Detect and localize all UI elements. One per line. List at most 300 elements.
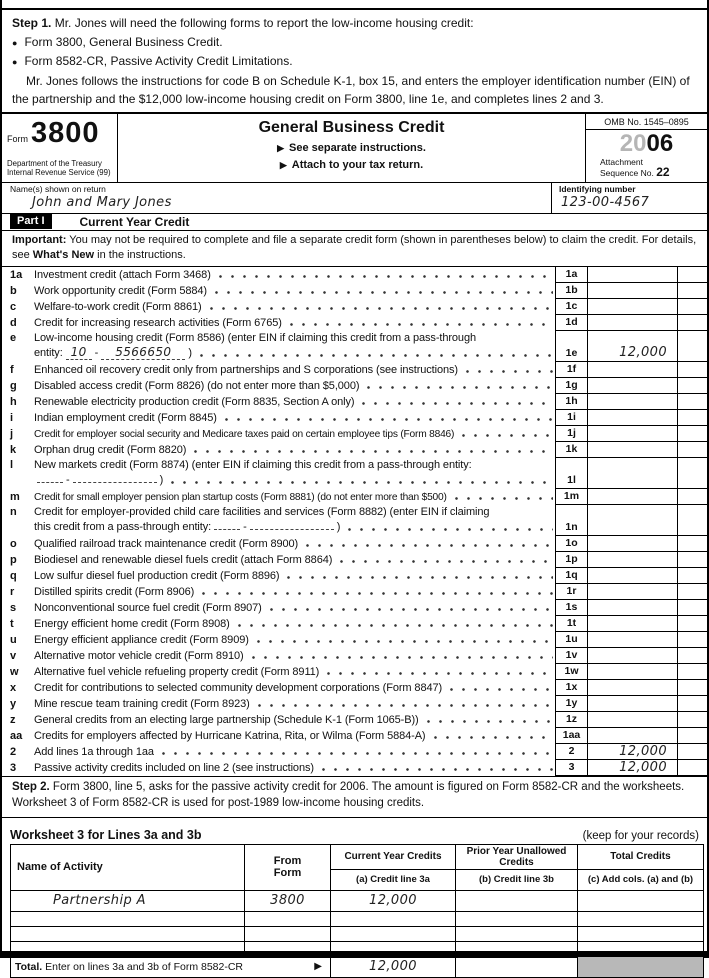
line-number-box: 1h (555, 394, 587, 410)
line-text: Mine rescue team training credit (Form 8923) (34, 697, 250, 710)
part1-title: Current Year Credit (79, 214, 190, 229)
cents-cell[interactable] (677, 648, 707, 664)
total-credit-cell[interactable] (578, 926, 704, 941)
form-header (2, 114, 707, 183)
line-text: New markets credit (Form 8874) (enter EIN if claiming this credit from a pass-through entity: (34, 458, 472, 471)
amount-cell[interactable] (587, 426, 677, 442)
tax-year: 2006 (619, 129, 674, 157)
form-line (2, 680, 707, 696)
credit-3b-cell[interactable] (456, 911, 578, 926)
line-number-box: 1c (555, 299, 587, 315)
cents-cell[interactable] (677, 426, 707, 442)
line-letter: n (10, 505, 17, 518)
line-text: Credit for increasing research activities (Form 6765) (34, 316, 282, 329)
line-text: Energy efficient home credit (Form 8908) (34, 617, 230, 630)
line-text: Passive activity credits included on line 2 (see instructions) (34, 761, 314, 774)
cents-cell[interactable] (677, 442, 707, 458)
total-credit-cell[interactable] (578, 941, 704, 956)
keep-for-records-note: (keep for your records) (582, 829, 699, 842)
cents-cell[interactable] (677, 362, 707, 378)
amount-cell[interactable] (587, 378, 677, 394)
line-description (2, 696, 555, 712)
dot-leader (225, 418, 553, 422)
form-line (2, 728, 707, 744)
line-text: Alternative fuel vehicle refueling property credit (Form 8911) (34, 665, 320, 678)
bullet-item: ● Form 3800, General Business Credit. (12, 34, 223, 49)
cents-cell[interactable] (677, 331, 707, 362)
form-line (2, 489, 707, 505)
cents-cell[interactable] (677, 394, 707, 410)
line-description (2, 362, 555, 378)
form-line (2, 283, 707, 299)
col-subheader-a: (a) Credit line 3a (331, 869, 456, 890)
arrow-icon: ▶ (277, 142, 284, 153)
name-field[interactable]: John and Mary Jones (32, 194, 172, 210)
amount-cell[interactable] (587, 616, 677, 632)
cents-cell[interactable] (677, 728, 707, 744)
form-line (2, 744, 707, 760)
dot-leader (367, 386, 553, 390)
activity-cell[interactable] (11, 911, 245, 926)
cents-cell[interactable] (677, 458, 707, 489)
from-form-cell[interactable] (245, 926, 331, 941)
cents-cell[interactable] (677, 505, 707, 536)
line-text: Investment credit (attach Form 3468) (34, 268, 211, 281)
cents-cell[interactable] (677, 744, 707, 760)
amount-cell[interactable] (587, 696, 677, 712)
form-line (2, 632, 707, 648)
line-number-box: 3 (555, 760, 587, 776)
line-number-box: 1k (555, 442, 587, 458)
total-credit-3a-cell[interactable]: 12,000 (331, 956, 456, 977)
line-description (2, 426, 555, 442)
line-text: Credits for employers affected by Hurricane Katrina, Rita, or Wilma (Form 5884-A) (34, 729, 426, 742)
ein-prefix-field[interactable] (214, 529, 240, 530)
dot-leader (290, 323, 553, 327)
form-line (2, 760, 707, 776)
activity-cell[interactable] (11, 941, 245, 956)
ein-dash: - (94, 347, 99, 359)
line-description (2, 315, 555, 331)
amount-cell[interactable] (587, 536, 677, 552)
see-instructions-line: ▶ See separate instructions. (277, 141, 426, 154)
dot-leader (322, 768, 553, 772)
cents-cell[interactable] (677, 760, 707, 776)
amount-cell[interactable] (587, 489, 677, 505)
line-text-2: entity: (34, 347, 63, 359)
line-number-box: 1w (555, 664, 587, 680)
worksheet-row (11, 911, 704, 926)
part1-header (2, 214, 707, 231)
form-title-block (118, 114, 585, 182)
amount-cell[interactable]: 12,000 (587, 331, 677, 362)
line-description (2, 267, 555, 283)
worksheet-title: Worksheet 3 for Lines 3a and 3b (10, 827, 202, 842)
identifying-number-field[interactable]: 123-00-4567 (561, 194, 650, 210)
line-text: Disabled access credit (Form 8826) (do not enter more than $5,000) (34, 379, 360, 392)
cents-cell[interactable] (677, 536, 707, 552)
form-line (2, 664, 707, 680)
worksheet-row (11, 926, 704, 941)
form-line (2, 536, 707, 552)
line-description: e Low-income housing credit (Form 8586) (enter EIN if claiming this credit from a pass-through entity: 10 - 5566650 ) (2, 331, 555, 362)
ein-number-field[interactable] (250, 529, 334, 530)
dot-leader (270, 608, 553, 612)
dot-leader (427, 720, 553, 724)
col-subheader-b: (b) Credit line 3b (456, 869, 578, 890)
form-line (2, 331, 707, 362)
form-id-block (2, 114, 118, 182)
amount-cell[interactable] (587, 394, 677, 410)
worksheet-total-row (11, 956, 704, 977)
cents-cell[interactable] (677, 584, 707, 600)
dot-leader (210, 307, 553, 311)
line-number-box: 1e (555, 331, 587, 362)
line-text: Renewable electricity production credit (Form 8835, Section A only) (34, 395, 355, 408)
step1-note (2, 10, 707, 114)
line-letter: w (10, 665, 19, 678)
cents-cell[interactable] (677, 410, 707, 426)
form-line (2, 458, 707, 489)
line-number-box: 1a (555, 267, 587, 283)
line-description (2, 299, 555, 315)
cents-cell[interactable] (677, 664, 707, 680)
form-number: 3800 (31, 116, 100, 149)
identifying-number-label: Identifying number (559, 183, 636, 194)
worksheet-row (11, 941, 704, 956)
line-description (2, 760, 555, 776)
total-credit-3b-cell[interactable] (456, 956, 578, 977)
amount-cell[interactable] (587, 315, 677, 331)
line-description (2, 680, 555, 696)
line-description (2, 394, 555, 410)
line-number-box: 1l (555, 458, 587, 489)
cents-cell[interactable] (677, 552, 707, 568)
dot-leader (194, 450, 553, 454)
cents-cell[interactable] (677, 712, 707, 728)
total-credit-cell[interactable] (578, 890, 704, 911)
step1-paragraph: Mr. Jones follows the instructions for code B on Schedule K-1, box 15, and enters the employer identification number (EIN) of the partnership and the $12,000 low-income housing credit on Form 3800, line 1e, and completes lines 2 and 3. (12, 73, 690, 106)
form-line (2, 362, 707, 378)
line-text: Credit for contributions to selected community development corporations (Form 8847) (34, 681, 443, 694)
line-number-box: 1z (555, 712, 587, 728)
line-number-box: 1f (555, 362, 587, 378)
attach-line: ▶ Attach to your tax return. (279, 158, 424, 171)
agency-line: Department of the Treasury Internal Revenue Service (99) (7, 158, 111, 177)
credit-3a-cell[interactable] (331, 911, 456, 926)
line-text: Alternative motor vehicle credit (Form 8910) (34, 649, 244, 662)
line-description (2, 712, 555, 728)
line-letter: z (10, 713, 16, 726)
line-text: Add lines 1a through 1aa (34, 745, 154, 758)
cents-cell[interactable] (677, 267, 707, 283)
dot-leader (462, 434, 553, 438)
from-form-cell[interactable]: 3800 (245, 890, 331, 911)
activity-cell[interactable] (11, 926, 245, 941)
line-number-box: 1j (555, 426, 587, 442)
line-letter: i (10, 411, 14, 424)
line-letter: 2 (10, 745, 17, 758)
line-description (2, 664, 555, 680)
line-number-box: 1i (555, 410, 587, 426)
ein-number-field[interactable]: 5566650 (101, 346, 185, 360)
ein-prefix-field[interactable] (37, 482, 63, 483)
cents-cell[interactable] (677, 283, 707, 299)
amount-cell[interactable] (587, 442, 677, 458)
line-description (2, 283, 555, 299)
line-text: Distilled spirits credit (Form 8906) (34, 585, 195, 598)
ein-dash: - (66, 474, 70, 486)
line-text: Credit for small employer pension plan startup costs (Form 8881) (do not enter more than $500) (34, 491, 447, 503)
form-line (2, 648, 707, 664)
cents-cell[interactable] (677, 568, 707, 584)
step1-line: Step 1. Mr. Jones will need the following forms to report the low-income housing credit: (12, 16, 474, 30)
line-description (2, 584, 555, 600)
dot-leader (200, 354, 553, 358)
line-letter: k (10, 443, 17, 456)
line-text: Orphan drug credit (Form 8820) (34, 443, 187, 456)
line-text: Energy efficient appliance credit (Form 8909) (34, 633, 249, 646)
amount-cell[interactable] (587, 712, 677, 728)
amount-cell[interactable] (587, 283, 677, 299)
form-line (2, 299, 707, 315)
activity-cell[interactable]: Partnership A (11, 890, 245, 911)
line-letter: d (10, 316, 17, 329)
step2-note: Step 2. Form 3800, line 5, asks for the passive activity credit for 2006. The amount is figured on Form 8582-CR and the worksheets. Worksheet 3 of Form 8582-CR is used for post-1989 low-income housing credits. (2, 776, 707, 818)
form-line (2, 410, 707, 426)
line-number-box: 1q (555, 568, 587, 584)
amount-cell[interactable]: 12,000 (587, 760, 677, 776)
line-letter: aa (10, 729, 23, 742)
amount-cell[interactable] (587, 410, 677, 426)
line-letter: g (10, 379, 17, 392)
line-text: Low sulfur diesel fuel production credit (Form 8896) (34, 569, 280, 582)
line-number-box: 1r (555, 584, 587, 600)
amount-cell[interactable] (587, 362, 677, 378)
line-description (2, 616, 555, 632)
important-note: Important: You may not be required to complete and file a separate credit form (shown in parentheses below) to claim the credit. For details, see What's New in the instructions. (2, 231, 707, 267)
line-number-box: 1t (555, 616, 587, 632)
attachment-sequence: Attachment Sequence No. 22 (600, 156, 670, 179)
form-line (2, 426, 707, 442)
from-form-cell[interactable] (245, 911, 331, 926)
line-number-box: 1m (555, 489, 587, 505)
line-letter: t (10, 617, 14, 630)
from-form-cell[interactable] (245, 941, 331, 956)
dot-leader (252, 656, 553, 660)
bullet-icon: ● (12, 57, 18, 67)
cents-cell[interactable] (677, 696, 707, 712)
dot-leader (287, 576, 553, 580)
line-letter: c (10, 300, 17, 313)
total-label-cell: ▶ Total. Enter on lines 3a and 3b of Form 8582-CR (11, 956, 331, 977)
dot-leader (171, 481, 553, 485)
form-line (2, 712, 707, 728)
col-header-prior-year: Prior Year Unallowed Credits (456, 844, 578, 869)
worksheet-row (11, 890, 704, 911)
line-letter: s (10, 601, 17, 614)
amount-cell[interactable] (587, 552, 677, 568)
arrow-icon: ▶ (314, 960, 322, 972)
line-number-box: 2 (555, 744, 587, 760)
cents-cell[interactable] (677, 378, 707, 394)
dot-leader (257, 640, 553, 644)
line-text: Enhanced oil recovery credit only from partnerships and S corporations (see instructions) (34, 363, 458, 376)
line-description: l New markets credit (Form 8874) (enter EIN if claiming this credit from a pass-through entity: - ) (2, 458, 555, 489)
line-text: Work opportunity credit (Form 5884) (34, 284, 207, 297)
line-number-box: 1u (555, 632, 587, 648)
line-letter: y (10, 697, 17, 710)
form-line (2, 315, 707, 331)
dot-leader (215, 291, 553, 295)
ein-prefix-field[interactable]: 10 (66, 346, 92, 360)
arrow-icon: ▶ (279, 159, 287, 170)
line-description (2, 648, 555, 664)
dot-leader (348, 528, 553, 532)
line-letter: e (10, 331, 17, 344)
credit-3b-cell[interactable] (456, 941, 578, 956)
line-text: Welfare-to-work credit (Form 8861) (34, 300, 202, 313)
line-number-box: 1o (555, 536, 587, 552)
dot-leader (162, 752, 553, 756)
line-letter: p (10, 553, 17, 566)
line-letter: m (10, 490, 20, 503)
line-letter: l (10, 458, 14, 471)
line-letter: b (10, 284, 17, 297)
line-number-box: 1v (555, 648, 587, 664)
line-text: Nonconventional source fuel credit (Form 8907) (34, 601, 262, 614)
amount-cell[interactable] (587, 299, 677, 315)
line-description (2, 744, 555, 760)
amount-cell[interactable] (587, 664, 677, 680)
cents-cell[interactable] (677, 680, 707, 696)
dot-leader (306, 544, 553, 548)
name-row (2, 183, 707, 214)
form-line (2, 394, 707, 410)
dot-leader (466, 370, 553, 374)
line-number-box: 1g (555, 378, 587, 394)
line-number-box: 1p (555, 552, 587, 568)
form-line (2, 616, 707, 632)
credit-3b-cell[interactable] (456, 890, 578, 911)
line-number-box: 1d (555, 315, 587, 331)
line-letter: h (10, 395, 17, 408)
line-description (2, 442, 555, 458)
col-header-from-form: From Form (245, 844, 331, 890)
cents-cell[interactable] (677, 616, 707, 632)
amount-cell[interactable] (587, 680, 677, 696)
dot-leader (219, 275, 553, 279)
amount-cell[interactable] (587, 648, 677, 664)
amount-cell[interactable]: 12,000 (587, 744, 677, 760)
form-line (2, 378, 707, 394)
line-description: n Credit for employer-provided child care facilities and services (Form 8882) (enter EIN if claiming this credit from a pass-through entity: - ) (2, 505, 555, 536)
cents-cell[interactable] (677, 489, 707, 505)
amount-cell[interactable] (587, 728, 677, 744)
col-header-current-year: Current Year Credits (331, 844, 456, 869)
line-text: Low-income housing credit (Form 8586) (enter EIN if claiming this credit from a pass-through (34, 331, 476, 344)
line-text-2: this credit from a pass-through entity: (34, 521, 212, 533)
line-letter: j (10, 427, 14, 440)
line-description (2, 632, 555, 648)
worksheet-heading (2, 818, 707, 844)
line-letter: q (10, 569, 17, 582)
line-letter: x (10, 681, 17, 694)
amount-cell[interactable] (587, 505, 677, 536)
step1-label: Step 1. (12, 16, 52, 30)
omb-block (585, 114, 707, 182)
amount-cell[interactable] (587, 632, 677, 648)
form-line (2, 267, 707, 283)
cents-cell[interactable] (677, 632, 707, 648)
credit-3a-cell[interactable]: 12,000 (331, 890, 456, 911)
form-line (2, 552, 707, 568)
cents-cell[interactable] (677, 299, 707, 315)
identifying-number-block (551, 183, 707, 213)
line-letter: r (10, 585, 15, 598)
amount-cell[interactable] (587, 458, 677, 489)
line-description (2, 410, 555, 426)
omb-number: OMB No. 1545–0895 (586, 114, 707, 130)
dot-leader (450, 688, 553, 692)
dot-leader (362, 402, 553, 406)
form-line (2, 442, 707, 458)
bullet-item: ● Form 8582-CR, Passive Activity Credit Limitations. (12, 54, 293, 68)
line-number-box: 1aa (555, 728, 587, 744)
line-number-box: 1s (555, 600, 587, 616)
amount-cell[interactable] (587, 568, 677, 584)
credit-3a-cell[interactable] (331, 941, 456, 956)
dot-leader (202, 592, 553, 596)
line-description (2, 600, 555, 616)
cents-cell[interactable] (677, 600, 707, 616)
part1-lines (2, 267, 707, 776)
ein-number-field[interactable] (73, 482, 157, 483)
line-description (2, 568, 555, 584)
line-description (2, 489, 555, 505)
line-letter: 3 (10, 761, 17, 774)
total-credit-cell[interactable] (578, 911, 704, 926)
amount-cell[interactable] (587, 600, 677, 616)
shaded-cell (578, 956, 704, 977)
line-number-box: 1x (555, 680, 587, 696)
cents-cell[interactable] (677, 315, 707, 331)
line-text: Qualified railroad track maintenance credit (Form 8900) (34, 537, 299, 550)
name-label: Name(s) shown on return (10, 183, 106, 194)
ein-dash: - (243, 521, 247, 533)
line-text: General credits from an electing large partnership (Schedule K-1 (Form 1065-B)) (34, 713, 419, 726)
form-line (2, 568, 707, 584)
dot-leader (238, 624, 553, 628)
col-subheader-c: (c) Add cols. (a) and (b) (578, 869, 704, 890)
dot-leader (340, 560, 553, 564)
form-title: General Business Credit (258, 118, 445, 136)
credit-3b-cell[interactable] (456, 926, 578, 941)
line-letter: o (10, 537, 17, 550)
bullet-icon: ● (12, 37, 18, 48)
line-text: Credit for employer social security and Medicare taxes paid on certain employee tips (Form 8846) (34, 428, 455, 440)
line-description (2, 728, 555, 744)
line-letter: 1a (10, 268, 23, 281)
line-text: Biodiesel and renewable diesel fuels credit (attach Form 8864) (34, 553, 333, 566)
line-text: Credit for employer-provided child care facilities and services (Form 8882) (enter EIN if claiming (34, 505, 490, 518)
amount-cell[interactable] (587, 267, 677, 283)
form-line (2, 696, 707, 712)
line-letter: u (10, 633, 17, 646)
amount-cell[interactable] (587, 584, 677, 600)
credit-3a-cell[interactable] (331, 926, 456, 941)
form-line (2, 584, 707, 600)
